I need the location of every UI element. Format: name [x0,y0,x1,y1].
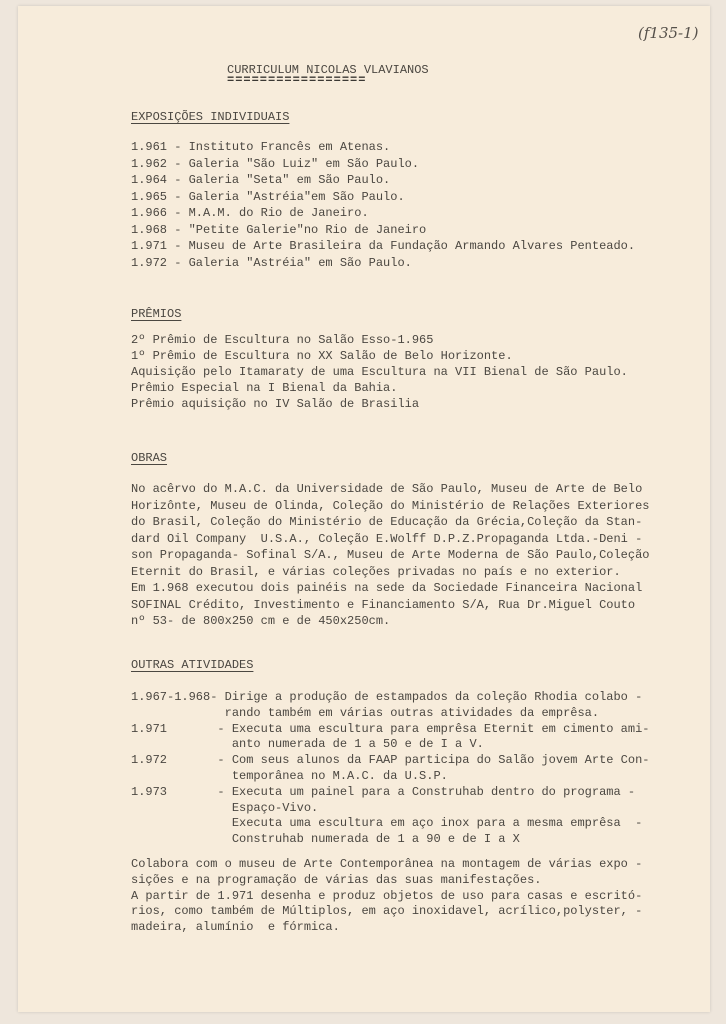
text-line: nº 53- de 800x250 cm e de 450x250cm. [131,614,391,628]
text-line: A partir de 1.971 desenha e produz objetos de uso para casas e escritó- [131,888,643,903]
text-line: 1.973 - Executa um painel para a Construhab dentro do programa - [131,784,636,799]
text-line: Horizônte, Museu de Olinda, Coleção do Ministério de Relações Exteriores [131,498,650,513]
text-line: anto numerada de 1 a 50 e de I a V. [131,737,484,752]
text-line: Executa uma escultura em aço inox para a mesma emprêsa - [131,816,643,831]
text-line: rando também em várias outras atividades da emprêsa. [131,705,600,720]
text-line: sições e na programação de várias das suas manifestações. [131,872,542,887]
text-line: 2º Prêmio de Escultura no Salão Esso-1.965 [131,333,434,347]
text-line: Prêmio Especial na I Bienal da Bahia. [131,381,398,395]
text-line: 1.971 - Museu de Arte Brasileira da Fundação Armando Alvares Penteado. [131,239,636,253]
archive-reference: (f135-1) [638,24,699,42]
text-line: 1º Prêmio de Escultura no XX Salão de Belo Horizonte. [131,349,513,363]
premios-list [131,332,628,412]
exposicoes-list [131,139,635,271]
text-line: 1.961 - Instituto Francês em Atenas. [131,140,391,154]
heading-outras-atividades: OUTRAS ATIVIDADES [131,658,254,672]
text-line: dard Oil Company U.S.A., Coleção E.Wolff D.P.Z.Propaganda Ltda.-Deni - [131,531,643,546]
text-line: No acêrvo do M.A.C. da Universidade de São Paulo, Museu de Arte de Belo [131,482,643,496]
text-line: 1.972 - Galeria "Astréia" em São Paulo. [131,255,412,270]
title-underline: ================= [227,73,367,87]
text-line: Construhab numerada de 1 a 90 e de I a X [131,832,520,847]
outras-atividades-closing [131,857,642,936]
text-line: 1.968 - "Petite Galerie"no Rio de Janeiro [131,222,427,237]
text-line: Prêmio aquisição no IV Salão de Brasilia [131,397,420,411]
text-line: Eternit do Brasil, e várias coleções privadas no país e no exterior. [131,564,621,579]
heading-exposicoes: EXPOSIÇÕES INDIVIDUAIS [131,110,290,124]
text-line: 1.966 - M.A.M. do Rio de Janeiro. [131,206,369,220]
text-line: son Propaganda- Sofinal S/A., Museu de Arte Moderna de São Paulo,Coleção [131,548,650,562]
heading-obras: OBRAS [131,451,168,465]
document-title: CURRICULUM NICOLAS VLAVIANOS [227,63,429,77]
text-line: 1.962 - Galeria "São Luiz" em São Paulo. [131,156,420,171]
text-line: madeira, alumínio e fórmica. [131,920,340,935]
text-line: do Brasil, Coleção do Ministério de Educação da Grécia,Coleção da Stan- [131,515,643,529]
text-line: 1.965 - Galeria "Astréia"em São Paulo. [131,189,405,204]
text-line: 1.967-1.968- Dirige a produção de estampados da coleção Rhodia colabo - [131,690,643,704]
heading-premios: PRÊMIOS [131,307,182,321]
text-line: Aquisição pelo Itamaraty de uma Escultura na VII Bienal de São Paulo. [131,365,628,379]
text-line: SOFINAL Crédito, Investimento e Financiamento S/A, Rua Dr.Miguel Couto [131,597,636,612]
text-line: temporânea no M.A.C. da U.S.P. [131,768,448,783]
text-line: 1.972 - Com seus alunos da FAAP participa do Salão jovem Arte Con- [131,753,650,768]
obras-paragraph [131,481,649,630]
text-line: Colabora com o museu de Arte Contemporânea na montagem de várias expo - [131,857,643,871]
text-line: 1.971 - Executa uma escultura para emprêsa Eternit em cimento ami- [131,721,650,736]
text-line: rios, como também de Múltiplos, em aço inoxidavel, acrílico,polyster, - [131,904,643,919]
text-line: Espaço-Vivo. [131,800,319,815]
text-line: 1.964 - Galeria "Seta" em São Paulo. [131,173,391,187]
text-line: Em 1.968 executou dois painéis na sede da Sociedade Financeira Nacional [131,581,643,595]
outras-atividades-list [131,690,649,848]
